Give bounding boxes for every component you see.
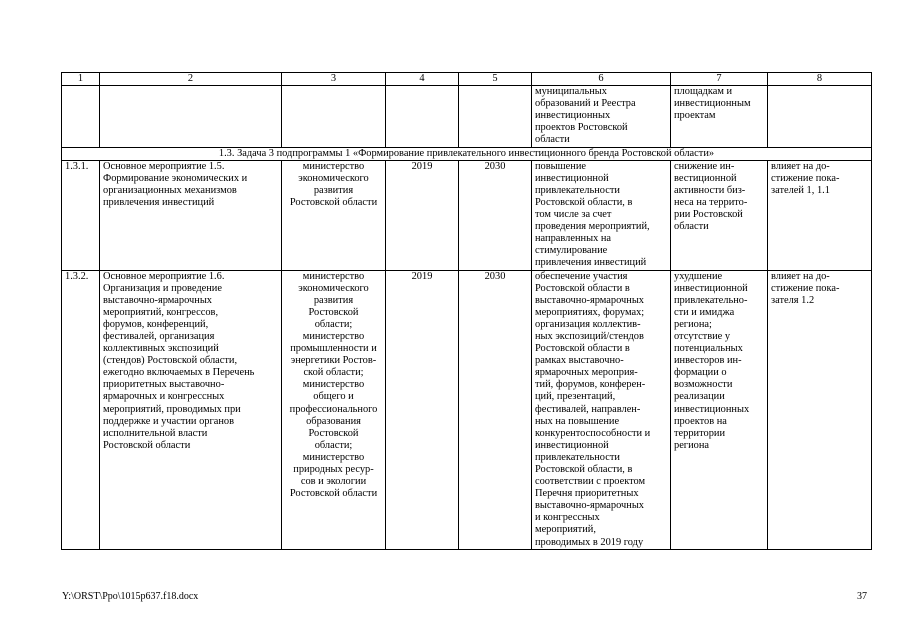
table-row bbox=[62, 270, 872, 549]
expected-result: обеспечение участия Ростовской области в выставочно-ярмарочных мероприятиях, форумах; организация коллектив- ных экспозиций/стендов Ростовской области в рамках выставочно- ярмарочных мероприя- тий, форумов, конферен- ций, презентаций, фестивалей, направлен- ных на повышение конкурентоспособности и инвестиционной привлекательности Ростовской области, в соответствии с проектом Перечня приоритетных выставочно-ярмарочных и конгрессных мероприятий, проводимых в 2019 году bbox=[532, 270, 671, 549]
table-cell bbox=[282, 86, 386, 147]
row-number: 1.3.1. bbox=[62, 160, 100, 270]
row-number: 1.3.2. bbox=[62, 270, 100, 549]
end-year: 2030 bbox=[459, 270, 532, 549]
measures-table bbox=[61, 72, 872, 550]
table-cell bbox=[768, 86, 872, 147]
table-cell bbox=[459, 86, 532, 147]
result-cell: муниципальных образований и Реестра инвестиционных проектов Ростовской области bbox=[532, 86, 671, 147]
column-number: 1 bbox=[62, 73, 100, 86]
page-number: 37 bbox=[857, 591, 867, 602]
column-number: 2 bbox=[100, 73, 282, 86]
column-number: 8 bbox=[768, 73, 872, 86]
column-number: 6 bbox=[532, 73, 671, 86]
start-year: 2019 bbox=[386, 160, 459, 270]
column-number: 3 bbox=[282, 73, 386, 86]
executor: министерство экономического развития Ростовской области; министерство промышленности и энергетики Ростов- ской области; министерство общего и профессионального образования Ростовской области; министерство природных ресур- сов и экологии Ростовской области bbox=[282, 270, 386, 549]
measure-name: Основное мероприятие 1.6. Организация и проведение выставочно-ярмарочных мероприятий, конгрессов, форумов, конференций, фестивалей, организация коллективных экспозиций (стендов) Ростовской области, ежегодно включаемых в Перечень приоритетных выставочно- ярмарочных и конгрессных мероприятий, проводимых при поддержке и участии органов исполнительной власти Ростовской области bbox=[100, 270, 282, 549]
expected-result: повышение инвестиционной привлекательности Ростовской области, в том числе за счет проведения мероприятий, направленных на стимулирование привлечения инвестиций bbox=[532, 160, 671, 270]
column-number: 7 bbox=[671, 73, 768, 86]
section-title: 1.3. Задача 3 подпрограммы 1 «Формирование привлекательного инвестиционного бренда Ростовской области» bbox=[62, 147, 872, 160]
indicator-link: влияет на до- стижение пока- зателей 1, 1.1 bbox=[768, 160, 872, 270]
measure-name: Основное мероприятие 1.5. Формирование экономических и организационных механизмов привлечения инвестиций bbox=[100, 160, 282, 270]
table-cell bbox=[386, 86, 459, 147]
section-title-row bbox=[62, 147, 872, 160]
end-year: 2030 bbox=[459, 160, 532, 270]
start-year: 2019 bbox=[386, 270, 459, 549]
consequences: ухудшение инвестиционной привлекательно- сти и имиджа региона; отсутствие у потенциальных инвесторов ин- формации о возможности реализации инвестиционных проектов на территории региона bbox=[671, 270, 768, 549]
column-number-row bbox=[62, 73, 872, 86]
consequences: снижение ин- вестиционной активности биз- неса на террито- рии Ростовской области bbox=[671, 160, 768, 270]
executor: министерство экономического развития Ростовской области bbox=[282, 160, 386, 270]
continuation-row bbox=[62, 86, 872, 147]
column-number: 4 bbox=[386, 73, 459, 86]
indicator-link: влияет на до- стижение пока- зателя 1.2 bbox=[768, 270, 872, 549]
table-cell bbox=[100, 86, 282, 147]
column-number: 5 bbox=[459, 73, 532, 86]
table-row bbox=[62, 160, 872, 270]
consequences-cell: площадкам и инвестиционным проектам bbox=[671, 86, 768, 147]
table-cell bbox=[62, 86, 100, 147]
document-path: Y:\ORST\Ppo\1015p637.f18.docx bbox=[62, 591, 199, 602]
